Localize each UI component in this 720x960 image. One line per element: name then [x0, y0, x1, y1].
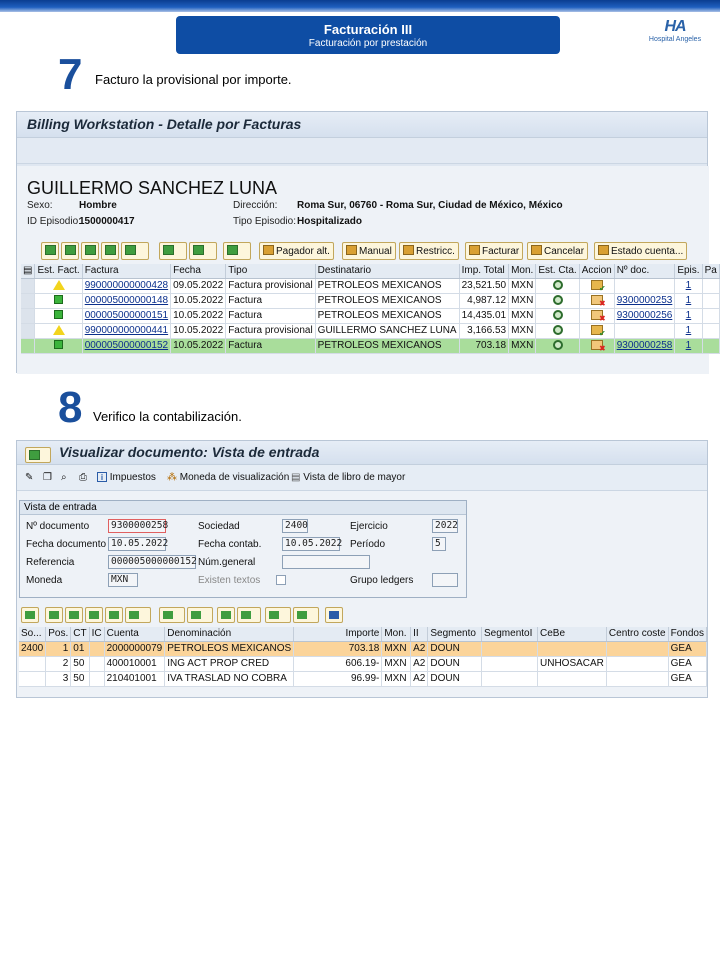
impuestos-button[interactable] [97, 472, 156, 483]
other-document-icon[interactable]: ❐ [43, 472, 52, 483]
existen-textos-label: Existen textos [198, 575, 261, 586]
doc-cell-cuenta: 400010001 [104, 656, 165, 671]
col-importe[interactable]: Importe [294, 627, 382, 641]
document-grid-toolbar [19, 607, 707, 625]
estado-cuenta-button[interactable] [594, 242, 687, 260]
fecha-documento-label: Fecha documento [26, 539, 107, 550]
moneda-cell: MXN [509, 278, 536, 293]
factura-cell[interactable] [82, 323, 170, 338]
doc-cell-segmento-i [482, 656, 538, 671]
col-tipo[interactable]: Tipo [226, 264, 315, 278]
libro-mayor-label: Vista de libro de mayor [303, 472, 406, 483]
col-mon-doc[interactable]: Mon. [382, 627, 411, 641]
green-status-icon [54, 310, 63, 319]
num-general-field[interactable] [282, 555, 370, 569]
green-status-icon [54, 295, 63, 304]
layout-button[interactable] [223, 242, 251, 260]
col-destinatario[interactable]: Destinatario [315, 264, 459, 278]
warning-triangle-icon [53, 280, 65, 290]
est-fact-cell [35, 278, 82, 293]
grupo-ledgers-label: Grupo ledgers [350, 575, 414, 586]
post-ok-icon[interactable] [591, 325, 603, 335]
col-pa[interactable]: Pa [702, 264, 719, 278]
fecha-cell: 10.05.2022 [171, 338, 226, 353]
doc-cell-cebe: UNHOSACAR [538, 656, 607, 671]
views-icon[interactable] [265, 607, 291, 623]
est-cta-cell[interactable] [536, 338, 579, 353]
grupo-ledgers-field[interactable] [432, 573, 458, 587]
num-general-label: Núm.general [198, 557, 256, 568]
doc-cell-ic [89, 671, 104, 686]
num-doc-cell[interactable] [614, 293, 675, 308]
col-est-cta[interactable]: Est. Cta. [536, 264, 579, 278]
moneda-visualizacion-label: Moneda de visualización [179, 472, 290, 483]
doc-cell-segmento: DOUN [428, 656, 482, 671]
doc-cell-so: 2400 [19, 641, 46, 656]
num-doc-link[interactable]: 9300000256 [616, 310, 673, 321]
est-cta-cell[interactable] [536, 293, 579, 308]
fecha-cell: 09.05.2022 [171, 278, 226, 293]
warning-triangle-icon [53, 325, 65, 335]
doc-cell-mon: MXN [382, 671, 411, 686]
col-imp-total[interactable]: Imp. Total [459, 264, 509, 278]
doc-cell-centro [606, 641, 668, 656]
doc-cell-segmento-i [482, 641, 538, 656]
libro-mayor-button[interactable] [291, 472, 405, 483]
logo-mark: HA [664, 18, 686, 35]
page-title: Facturación III [323, 22, 413, 37]
step-number-7: 7 [58, 50, 83, 99]
col-cuenta[interactable]: Cuenta [104, 627, 165, 641]
billing-row[interactable] [21, 278, 719, 293]
post-ok-icon[interactable] [591, 280, 603, 290]
epis-cell[interactable] [675, 293, 702, 308]
filter-button[interactable] [61, 242, 79, 260]
find-next-button[interactable] [101, 242, 119, 260]
factura-link[interactable]: 000005000000151 [84, 310, 169, 321]
doc-cell-cuenta: 210401001 [104, 671, 165, 686]
col-mon[interactable]: Mon. [509, 264, 536, 278]
moneda-cell: MXN [509, 323, 536, 338]
restricc-label: Restricc. [416, 246, 455, 257]
col-num-doc[interactable]: Nº doc. [614, 264, 675, 278]
moneda-cell: MXN [509, 293, 536, 308]
manual-label: Manual [359, 246, 392, 257]
col-pos[interactable]: Pos. [46, 627, 71, 641]
facturar-button[interactable] [465, 242, 523, 260]
est-cta-cell[interactable] [536, 278, 579, 293]
billing-row[interactable] [21, 293, 719, 308]
epis-link[interactable]: 1 [685, 310, 692, 321]
doc-cell-fondos: GEA [668, 641, 706, 656]
pa-cell [702, 278, 719, 293]
pagador-alt-button[interactable] [259, 242, 334, 260]
col-denominacion[interactable]: Denominación [165, 627, 294, 641]
sociedad-field[interactable]: 2400 [282, 519, 308, 533]
doc-cell-fondos: GEA [668, 656, 706, 671]
doc-cell-segmento: DOUN [428, 641, 482, 656]
tipo-cell: Factura [226, 338, 315, 353]
hospital-logo [640, 18, 710, 43]
epis-link[interactable]: 1 [685, 325, 692, 336]
doc-cell-ii: A2 [411, 671, 428, 686]
top-banner [0, 0, 720, 12]
num-doc-link[interactable]: 9300000258 [616, 340, 673, 351]
estado-cuenta-label: Estado cuenta... [611, 246, 684, 257]
col-fecha[interactable]: Fecha [171, 264, 226, 278]
logo-text: Hospital Angeles [648, 36, 702, 43]
sort-desc-icon[interactable] [65, 607, 83, 623]
doc-cell-centro [606, 656, 668, 671]
sum-icon[interactable] [159, 607, 185, 623]
page-subtitle: Facturación por prestación [308, 38, 428, 49]
episodio-label: ID Episodio: [27, 216, 81, 227]
importe-cell: 3,166.53 [459, 323, 509, 338]
ejercicio-label: Ejercicio [350, 521, 388, 532]
num-doc-cell[interactable] [614, 338, 675, 353]
step-number-8: 8 [58, 383, 83, 432]
doc-cell-ct: 01 [71, 641, 89, 656]
pa-cell [702, 323, 719, 338]
factura-link[interactable]: 000005000000152 [84, 340, 169, 351]
manual-button[interactable] [342, 242, 396, 260]
col-factura[interactable]: Factura [82, 264, 170, 278]
moneda-cell: MXN [509, 308, 536, 323]
sort-asc-icon[interactable] [45, 607, 63, 623]
doc-cell-cebe [538, 641, 607, 656]
doc-cell-denominacion: ING ACT PROP CRED [165, 656, 294, 671]
col-segmento[interactable]: Segmento [428, 627, 482, 641]
document-header-row [19, 627, 707, 641]
factura-link[interactable]: 990000000000428 [84, 280, 169, 291]
find-next-icon[interactable] [105, 607, 123, 623]
doc-cell-importe: 96.99- [294, 671, 382, 686]
factura-cell[interactable] [82, 338, 170, 353]
doc-cell-ii: A2 [411, 641, 428, 656]
fecha-cell: 10.05.2022 [171, 323, 226, 338]
epis-cell[interactable] [675, 278, 702, 293]
fecha-contab-field[interactable]: 10.05.2022 [282, 537, 340, 551]
col-fondos[interactable]: Fondos [668, 627, 706, 641]
factura-link[interactable]: 990000000000441 [84, 325, 169, 336]
accion-cell[interactable] [579, 323, 614, 338]
document-row[interactable] [19, 656, 707, 671]
billing-row[interactable] [21, 323, 719, 338]
importe-cell: 23,521.50 [459, 278, 509, 293]
account-status-icon[interactable] [553, 325, 563, 335]
epis-cell[interactable] [675, 323, 702, 338]
find-icon[interactable] [85, 607, 103, 623]
facturar-label: Facturar [482, 246, 520, 257]
doc-cell-centro [606, 671, 668, 686]
num-documento-label: Nº documento [26, 521, 90, 532]
sexo-value: Hombre [79, 200, 117, 211]
tipo-cell: Factura [226, 308, 315, 323]
cancel-invoice-icon[interactable] [591, 340, 603, 350]
epis-link[interactable]: 1 [685, 280, 692, 291]
document-title-text: Visualizar documento: Vista de entrada [59, 444, 320, 460]
cancelar-button[interactable] [527, 242, 588, 260]
document-table [19, 627, 707, 687]
vista-entrada-title: Vista de entrada [20, 501, 466, 515]
account-status-icon[interactable] [553, 280, 563, 290]
moneda-visualizacion-button[interactable] [167, 472, 289, 483]
filter-icon[interactable] [125, 607, 151, 623]
moneda-cell: MXN [509, 338, 536, 353]
doc-cell-pos: 2 [46, 656, 71, 671]
ejercicio-field[interactable]: 2022 [432, 519, 458, 533]
col-epis[interactable]: Epis. [675, 264, 702, 278]
doc-cell-so [19, 656, 46, 671]
importe-cell: 14,435.01 [459, 308, 509, 323]
row-selector[interactable] [21, 338, 35, 353]
est-fact-cell [35, 338, 82, 353]
periodo-field[interactable]: 5 [432, 537, 446, 551]
est-fact-cell [35, 293, 82, 308]
vista-entrada-group [19, 500, 467, 598]
step-text-7: Facturo la provisional por importe. [95, 72, 292, 87]
account-status-icon[interactable] [553, 310, 563, 320]
epis-cell[interactable] [675, 338, 702, 353]
info-button-icon[interactable] [325, 607, 343, 623]
row-selector[interactable] [21, 278, 35, 293]
account-status-icon[interactable] [553, 340, 563, 350]
doc-cell-mon: MXN [382, 656, 411, 671]
currency-icon: ⁂ [167, 472, 177, 483]
billing-grid-toolbar [21, 242, 709, 262]
doc-cell-pos: 3 [46, 671, 71, 686]
moneda-label: Moneda [26, 575, 63, 586]
epis-cell[interactable] [675, 308, 702, 323]
row-selector[interactable] [21, 293, 35, 308]
details-button[interactable] [41, 242, 59, 260]
tipo-cell: Factura provisional [226, 323, 315, 338]
select-all-column[interactable]: ▤ [21, 264, 35, 278]
patient-name: GUILLERMO SANCHEZ LUNA [27, 178, 278, 198]
num-doc-cell[interactable] [614, 278, 675, 293]
billing-app-toolbar [17, 138, 707, 164]
doc-cell-importe: 606.19- [294, 656, 382, 671]
doc-cell-mon: MXN [382, 641, 411, 656]
est-fact-cell [35, 308, 82, 323]
account-status-icon[interactable] [553, 295, 563, 305]
billing-row[interactable] [21, 338, 719, 353]
col-ii[interactable]: II [411, 627, 428, 641]
billing-workstation-window [16, 111, 717, 373]
fecha-cell: 10.05.2022 [171, 293, 226, 308]
doc-cell-cebe [538, 671, 607, 686]
details-icon[interactable] [21, 607, 39, 623]
billing-row[interactable] [21, 308, 719, 323]
document-window-title [17, 441, 707, 465]
existen-textos-checkbox[interactable] [276, 575, 286, 585]
importe-cell: 4,987.12 [459, 293, 509, 308]
doc-cell-denominacion: IVA TRASLAD NO COBRA [165, 671, 294, 686]
col-segmento-i[interactable]: SegmentoI [482, 627, 538, 641]
col-centro-coste[interactable]: Centro coste [606, 627, 668, 641]
export-icon[interactable] [237, 607, 261, 623]
factura-link[interactable]: 000005000000148 [84, 295, 169, 306]
factura-cell[interactable] [82, 278, 170, 293]
doc-cell-segmento: DOUN [428, 671, 482, 686]
step-text-8: Verifico la contabilización. [93, 409, 242, 424]
col-accion[interactable]: Accion [579, 264, 614, 278]
doc-cell-ic [89, 656, 104, 671]
billing-header-row [21, 264, 719, 278]
subtotal-icon[interactable] [187, 607, 213, 623]
doc-cell-ii: A2 [411, 656, 428, 671]
est-cta-cell[interactable] [536, 323, 579, 338]
tipo-episodio-label: Tipo Episodio: [233, 216, 296, 227]
doc-cell-ct: 50 [71, 671, 89, 686]
doc-cell-segmento-i [482, 671, 538, 686]
billing-body [17, 166, 717, 374]
destinatario-cell: PETROLEOS MEXICANOS [315, 308, 459, 323]
episodio-value: 1500000417 [79, 216, 135, 227]
referencia-label: Referencia [26, 557, 75, 568]
change-icon[interactable]: ✎ [25, 472, 34, 483]
destinatario-cell: PETROLEOS MEXICANOS [315, 293, 459, 308]
cancel-invoice-icon[interactable] [591, 295, 603, 305]
ledger-icon: ▤ [291, 472, 301, 483]
doc-cell-ic [89, 641, 104, 656]
pa-cell [702, 308, 719, 323]
col-so[interactable]: So... [19, 627, 46, 641]
doc-cell-ct: 50 [71, 656, 89, 671]
importe-cell: 703.18 [459, 338, 509, 353]
col-ct[interactable]: CT [71, 627, 89, 641]
pa-cell [702, 338, 719, 353]
find-button[interactable] [81, 242, 99, 260]
doc-cell-importe: 703.18 [294, 641, 382, 656]
moneda-field[interactable]: MXN [108, 573, 138, 587]
row-selector[interactable] [21, 323, 35, 338]
sexo-label: Sexo: [27, 200, 53, 211]
num-doc-cell[interactable] [614, 323, 675, 338]
fecha-documento-field[interactable]: 10.05.2022 [108, 537, 166, 551]
num-doc-cell[interactable] [614, 308, 675, 323]
destinatario-cell: GUILLERMO SANCHEZ LUNA [315, 323, 459, 338]
menu-button[interactable] [25, 447, 51, 463]
subtotal-button[interactable] [189, 242, 217, 260]
col-ic[interactable]: IC [89, 627, 104, 641]
cancelar-label: Cancelar [544, 246, 585, 257]
destinatario-cell: PETROLEOS MEXICANOS [315, 278, 459, 293]
restricc-button[interactable] [399, 242, 459, 260]
green-status-icon [54, 340, 63, 349]
est-cta-cell[interactable] [536, 308, 579, 323]
billing-rows [21, 278, 719, 353]
document-display-window [16, 440, 708, 698]
document-row[interactable] [19, 671, 707, 686]
direccion-label: Dirección: [233, 200, 278, 211]
header-box [176, 16, 560, 54]
print-icon[interactable]: ⎙ [79, 472, 87, 483]
col-est-fact[interactable]: Est. Fact. [35, 264, 82, 278]
print-preview-icon[interactable] [217, 607, 235, 623]
epis-link[interactable]: 1 [685, 340, 692, 351]
num-doc-link[interactable]: 9300000253 [616, 295, 673, 306]
doc-cell-pos: 1 [46, 641, 71, 656]
info-icon: i [97, 472, 107, 482]
doc-cell-denominacion: PETROLEOS MEXICANOS [165, 641, 294, 656]
sum-button[interactable] [159, 242, 187, 260]
periodo-label: Período [350, 539, 386, 550]
referencia-field[interactable]: 000005000000152 [108, 555, 196, 569]
accion-cell[interactable] [579, 278, 614, 293]
pa-cell [702, 293, 719, 308]
sociedad-label: Sociedad [198, 521, 240, 532]
col-cebe[interactable]: CeBe [538, 627, 607, 641]
num-documento-field[interactable]: 9300000258 [108, 519, 166, 533]
doc-cell-cuenta: 2000000079 [104, 641, 165, 656]
pagador-alt-label: Pagador alt. [276, 246, 330, 257]
billing-window-title: Billing Workstation - Detalle por Facturas [17, 112, 707, 138]
impuestos-label: Impuestos [109, 472, 156, 483]
epis-link[interactable]: 1 [685, 295, 692, 306]
fecha-contab-label: Fecha contab. [198, 539, 262, 550]
factura-cell[interactable] [82, 293, 170, 308]
accion-cell[interactable] [579, 338, 614, 353]
layout-icon[interactable] [293, 607, 319, 623]
tipo-cell: Factura provisional [226, 278, 315, 293]
display-icon[interactable]: ⌕ [61, 472, 67, 483]
billing-table [21, 264, 720, 354]
cancel-invoice-icon[interactable] [591, 310, 603, 320]
est-fact-cell [35, 323, 82, 338]
doc-cell-so [19, 671, 46, 686]
document-rows [19, 641, 707, 686]
doc-cell-fondos: GEA [668, 671, 706, 686]
destinatario-cell: PETROLEOS MEXICANOS [315, 338, 459, 353]
accion-cell[interactable] [579, 293, 614, 308]
fecha-cell: 10.05.2022 [171, 308, 226, 323]
accion-cell[interactable] [579, 308, 614, 323]
factura-cell[interactable] [82, 308, 170, 323]
direccion-value: Roma Sur, 06760 - Roma Sur, Ciudad de México, México [297, 200, 563, 211]
document-row[interactable] [19, 641, 707, 656]
tipo-cell: Factura [226, 293, 315, 308]
set-filter-button[interactable] [121, 242, 149, 260]
row-selector[interactable] [21, 308, 35, 323]
tipo-episodio-value: Hospitalizado [297, 216, 363, 227]
